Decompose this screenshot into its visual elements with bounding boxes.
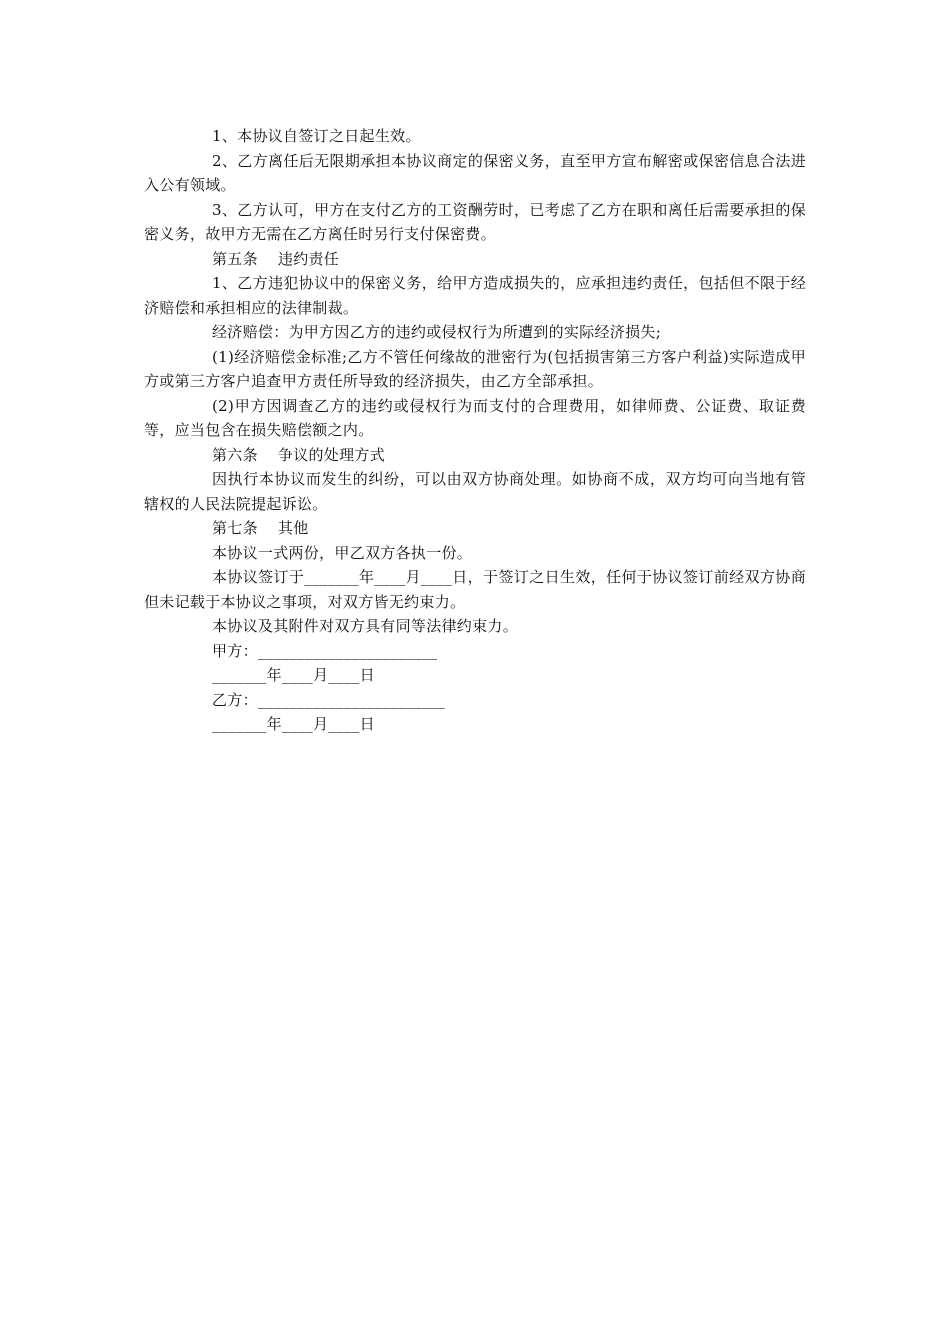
article-7-title: 其他	[277, 519, 309, 537]
party-b-signature: 乙方：________________________	[212, 690, 446, 709]
party-a-signature: 甲方：_______________________	[212, 641, 438, 660]
article-5-number: 第五条	[212, 249, 258, 268]
document-page	[144, 124, 806, 737]
article-7-signing-date: 本协议签订于_______年____月____日，于签订之日生效，任何于协议签订前经双方协商但未记载于本协议之事项，对双方皆无约束力。	[144, 568, 806, 611]
article-6-number: 第六条	[212, 445, 258, 464]
article-7-copies: 本协议一式两份，甲乙双方各执一份。	[212, 543, 473, 562]
article-5-item-2: (2)甲方因调查乙方的违约或侵权行为而支付的合理费用，如律师费、公证费、取证费等，应当包含在损失赔偿额之内。	[144, 396, 806, 439]
article-7-heading	[144, 516, 806, 541]
clause-3-confidentiality-fee: 3、乙方认可，甲方在支付乙方的工资酬劳时，已考虑了乙方在职和离任后需要承担的保密义务，故甲方无需在乙方离任时另行支付保密费。	[144, 200, 806, 243]
article-6-heading	[144, 443, 806, 468]
article-7-attachments: 本协议及其附件对双方具有同等法律约束力。	[212, 617, 519, 635]
article-7-number: 第七条	[212, 519, 258, 537]
party-b-date: _______年____月____日	[212, 715, 375, 733]
article-5-heading	[144, 247, 806, 272]
article-5-title: 违约责任	[277, 249, 340, 268]
article-5-compensation: 经济赔偿：为甲方因乙方的违约或侵权行为所遭到的实际经济损失;	[212, 323, 662, 341]
article-5-item-1: (1)经济赔偿金标准;乙方不管任何缘故的泄密行为(包括损害第三方客户利益)实际造成甲方或第三方客户追查甲方责任所导致的经济损失，由乙方全部承担。	[144, 347, 806, 390]
party-a-date: _______年____月____日	[212, 666, 375, 684]
article-6-title: 争议的处理方式	[277, 445, 386, 464]
article-6-body: 因执行本协议而发生的纠纷，可以由双方协商处理。如协商不成，双方均可向当地有管辖权的人民法院提起诉讼。	[144, 470, 806, 513]
clause-1-effective: 1、本协议自签订之日起生效。	[212, 127, 421, 145]
clause-2-confidentiality-duration: 2、乙方离任后无限期承担本协议商定的保密义务，直至甲方宣布解密或保密信息合法进入公有领域。	[144, 151, 806, 194]
article-5-clause-1: 1、乙方违犯协议中的保密义务，给甲方造成损失的，应承担违约责任，包括但不限于经济赔偿和承担相应的法律制裁。	[144, 274, 806, 317]
